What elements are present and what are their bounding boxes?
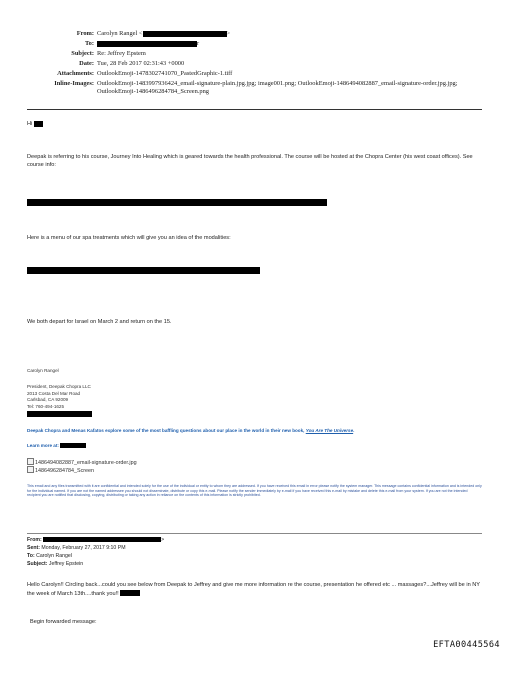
redaction-box [27,199,327,206]
broken-image-icon [27,466,34,473]
forward-subject-row [27,561,327,568]
header-from-value: Carolyn Rangel < [97,30,143,37]
header-from-value-wrap [97,30,492,38]
header-attachments-value: OutlookEmoji-1478302741070_PastedGraphic-1.tiff [97,70,233,77]
header-inline-value: OutlookEmoji-1483997936424_email-signature-plain.jpg.jpg; image001.png; OutlookEmoji-1486494082887_email-signature-order.jpg.jpg; OutlookEmoji-1486496284784_Screen.png [97,80,458,96]
header-subject-label: Subject: [71,50,94,57]
redaction-box [97,40,200,47]
signature-image-2[interactable] [27,466,94,475]
header-to-suffix: r [197,40,200,47]
forward-from-row [27,537,327,544]
forward-subject-value: Jeffrey Epstein [48,561,84,567]
header-attachments-label: Attachments: [57,70,94,77]
redaction-box [143,31,227,37]
learn-more-label: Learn more at: [27,443,59,448]
redaction-box [27,267,260,274]
forward-divider [27,533,482,534]
redaction-box [43,537,161,542]
header-date-label: Date: [79,60,94,67]
signature-promo [27,428,487,434]
forward-from-suffix: > [161,537,165,543]
signature-address-1: 2013 Costa Del Mar Road [27,390,81,396]
forward-from-label: From: [27,537,42,543]
begin-forwarded-message: Begin forwarded message: [30,619,97,625]
signature-image-2-label: 1486496284784_Screen [35,468,95,474]
promo-end: . [353,428,355,433]
bates-number: EFTA00445564 [433,640,500,650]
header-from-label: From: [76,30,94,37]
signature-tel: Tel: 760-494-1625 [27,403,65,409]
header-to-label: To: [85,40,94,47]
forward-subject-label: Subject: [27,561,48,567]
forward-message [27,581,485,598]
header-to-value-wrap [97,40,492,48]
header-inline-label: Inline-Images: [54,80,94,87]
learn-more-line [27,443,86,449]
body-paragraph-2: Here is a menu of our spa treatments which will give you an idea of the modalities: [27,235,231,241]
greeting-line [27,120,487,128]
forward-sent-value: Monday, February 27, 2017 9:10 PM [41,545,126,551]
header-divider [27,109,482,110]
header-date-value: Tue, 28 Feb 2017 02:31:43 +0000 [97,60,185,67]
broken-image-icon [27,458,34,465]
forward-to-row [27,553,327,560]
redaction-box [120,590,140,596]
signature-address-2: Carlsbad, CA 92009 [27,397,69,402]
body-paragraph-1: Deepak is referring to his course, Journey Into Healing which is geared towards the health professional. The course will be hosted at the Chopra Center (his west coast offices). See course info: [27,154,473,168]
header-from-suffix: > [226,30,231,37]
greeting: Hi [27,121,33,127]
signature-image-1-label: 1486494082887_email-signature-order.jpg [35,460,137,466]
forward-to-label: To: [27,553,35,559]
promo-text: Deepak Chopra and Menas Kafatos explore some of the most baffling questions about our place in the world in their new book, [27,428,306,433]
forward-sent-row [27,545,327,552]
body-paragraph-3: We both depart for Israel on March 2 and return on the 15. [27,319,172,325]
redaction-box [60,443,86,448]
redaction-box [27,411,92,417]
header-subject-value: Re: Jeffrey Epstem [97,50,146,57]
forward-sent-label: Sent: [27,545,40,551]
redaction-box [34,121,43,127]
confidentiality-disclaimer: This email and any files transmitted with it are confidential and intended solely for the use of the individual or entity to whom they are addressed. If you have received this email in error please notify the system manager. This message contains confidential information and is intended only for the individual named. If you are not the named addressee you should not disseminate, distribute or copy this e-mail. Please notify the sender immediately by e-mail if you have received this e-mail by mistake and delete this e-mail from your system. If you are not the intended recipient you are notified that disclosing, copying, distributing or taking any action in reliance on the contents of this information is strictly prohibited. [27,484,482,498]
signature-name: Carolyn Rangel [27,368,59,373]
promo-book-link[interactable]: You Are The Universe [305,428,354,433]
forward-message-text: Hello Carolyn!! Circling back...could you see below from Deepak to Jeffrey and give me more information re the course, presentation he offered etc ... massages?...Jeffrey will be in NY the week of March 13th....thank you!! [27,582,480,597]
signature-title: President, Deepak Chopra LLC [27,384,91,389]
forward-to-value: Carolyn Rangel [36,553,72,559]
